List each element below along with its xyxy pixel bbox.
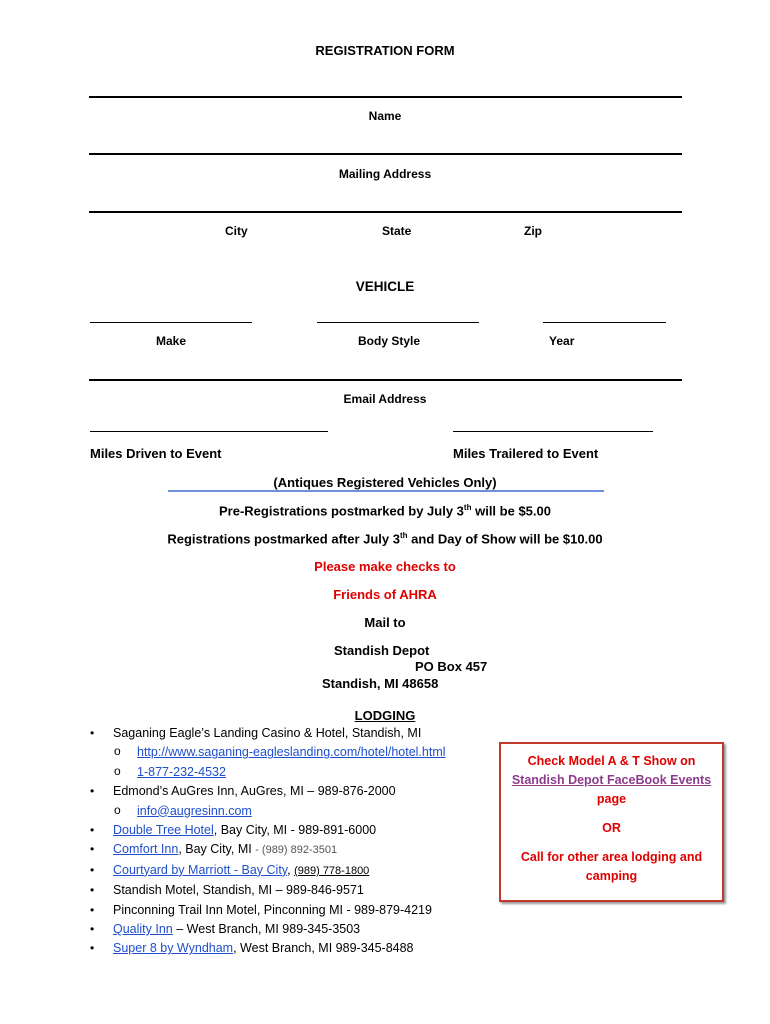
address-line-2: PO Box 457: [415, 659, 488, 674]
quality-inn-link[interactable]: Quality Inn: [113, 922, 173, 937]
list-item: [90, 743, 490, 762]
miles-driven-line: [90, 431, 328, 432]
callout-line-2: page: [596, 792, 627, 806]
list-item: • Double Tree Hotel, Bay City, MI - 989-891-6000: [90, 821, 490, 840]
miles-trailered-line: [453, 431, 653, 432]
late-registration-fee: Registrations postmarked after July 3th and Day of Show will be $10.00: [167, 531, 603, 547]
callout-line-1: Check Model A & T Show on: [527, 754, 696, 768]
super8-link[interactable]: Super 8 by Wyndham: [113, 941, 234, 956]
body-style-line: [317, 322, 479, 323]
list-item: • Super 8 by Wyndham, West Branch, MI 989-345-8488: [90, 939, 490, 958]
list-item: [90, 802, 490, 821]
year-label: Year: [549, 334, 575, 348]
city-state-zip-line: [89, 211, 682, 213]
form-title: REGISTRATION FORM: [315, 43, 455, 58]
city-label: City: [225, 224, 248, 238]
list-item: • Quality Inn – West Branch, MI 989-345-3503: [90, 920, 490, 939]
saganing-website-link[interactable]: http://www.saganing-eagleslanding.com/hotel/hotel.html: [137, 745, 446, 760]
callout-line-3: Call for other area lodging and camping: [520, 850, 703, 883]
doubletree-link[interactable]: Double Tree Hotel: [113, 823, 214, 838]
zip-label: Zip: [524, 224, 542, 238]
courtyard-link[interactable]: Courtyard by Marriott - Bay City: [113, 862, 288, 877]
payee-text: Friends of AHRA: [333, 587, 437, 602]
blue-divider: [168, 490, 604, 492]
list-item: • Courtyard by Marriott - Bay City, (989) 778-1800: [90, 861, 490, 881]
checks-to-text: Please make checks to: [314, 559, 456, 574]
body-style-label: Body Style: [358, 334, 421, 348]
antiques-note: (Antiques Registered Vehicles Only): [273, 475, 497, 490]
make-line: [90, 322, 252, 323]
saganing-phone-link[interactable]: 1-877-232-4532: [137, 764, 226, 779]
mailing-address-label: Mailing Address: [338, 167, 432, 181]
name-line: [89, 96, 682, 98]
list-item: • Saganing Eagle’s Landing Casino & Hotel, Standish, MI: [90, 724, 490, 743]
mail-to-text: Mail to: [364, 615, 406, 630]
callout-or: OR: [602, 821, 621, 835]
address-line: [89, 153, 682, 155]
lodging-list: [90, 724, 490, 959]
miles-driven-label: Miles Driven to Event: [90, 446, 222, 461]
make-label: Make: [156, 334, 187, 348]
callout-box: [499, 742, 724, 902]
pre-registration-fee: Pre-Registrations postmarked by July 3th will be $5.00: [219, 503, 551, 519]
list-item: [90, 763, 490, 782]
name-label: Name: [368, 109, 402, 123]
year-line: [543, 322, 666, 323]
facebook-events-link[interactable]: Standish Depot FaceBook Events: [511, 773, 712, 787]
vehicle-heading: VEHICLE: [355, 279, 415, 294]
list-item: • Edmond’s AuGres Inn, AuGres, MI – 989-876-2000: [90, 782, 490, 801]
email-line: [89, 379, 682, 381]
address-line-3: Standish, MI 48658: [322, 676, 439, 691]
augres-email-link[interactable]: info@augresinn.com: [137, 803, 252, 818]
address-line-1: Standish Depot: [334, 643, 430, 658]
lodging-heading: LODGING: [354, 708, 416, 723]
list-item: • Standish Motel, Standish, MI – 989-846-9571: [90, 881, 490, 900]
state-label: State: [382, 224, 412, 238]
email-label: Email Address: [343, 392, 427, 406]
comfort-inn-link[interactable]: Comfort Inn: [113, 842, 179, 857]
list-item: • Pinconning Trail Inn Motel, Pinconning MI - 989-879-4219: [90, 901, 490, 920]
list-item: • Comfort Inn, Bay City, MI - (989) 892-3501: [90, 840, 490, 860]
miles-trailered-label: Miles Trailered to Event: [453, 446, 599, 461]
